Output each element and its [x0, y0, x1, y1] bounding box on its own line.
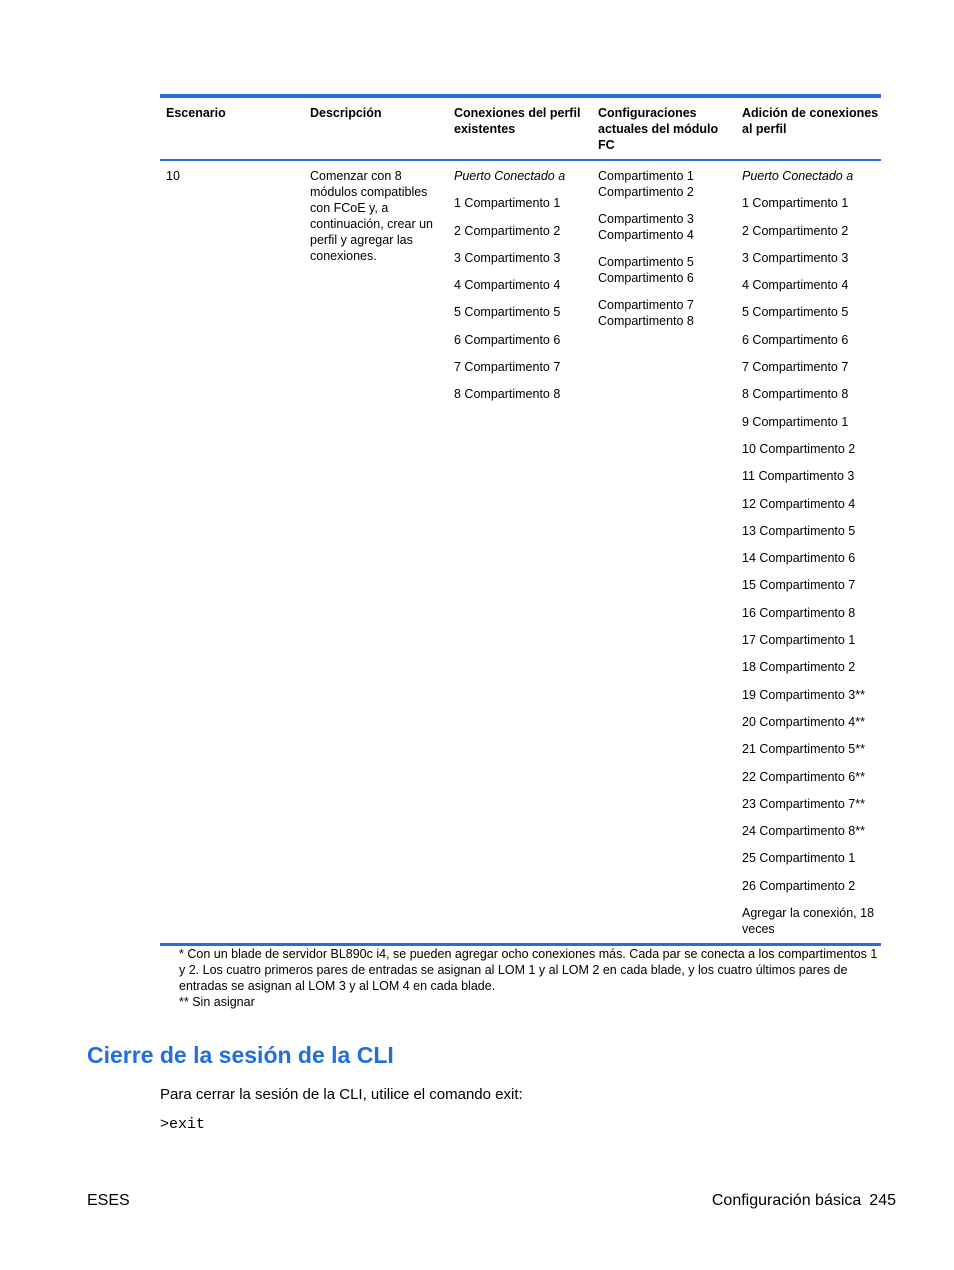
exit-command: >exit — [160, 1116, 206, 1133]
fc-group — [598, 168, 736, 200]
fc-bay: Compartimento 4 — [598, 228, 694, 242]
adding-port-header: Puerto Conectado a — [742, 169, 854, 183]
footnote-double-asterisk: ** Sin asignar — [179, 995, 255, 1009]
fc-configurations-cell — [592, 161, 736, 943]
adding-connection: 22 Compartimento 6** — [742, 769, 865, 784]
adding-connection: 9 Compartimento 1 — [742, 414, 849, 429]
adding-connection: 7 Compartimento 7 — [742, 360, 849, 375]
adding-connection: 14 Compartimento 6 — [742, 551, 856, 566]
adding-connection: 25 Compartimento 1 — [742, 851, 856, 866]
adding-connections-list — [742, 195, 881, 905]
adding-connection: 13 Compartimento 5 — [742, 523, 856, 538]
header-description: Descripción — [310, 106, 382, 120]
adding-connection: 16 Compartimento 8 — [742, 605, 856, 620]
adding-connection: 23 Compartimento 7** — [742, 796, 865, 811]
adding-connection: 15 Compartimento 7 — [742, 578, 856, 593]
fc-bay: Compartimento 5 — [598, 255, 694, 269]
scenario-table — [160, 94, 881, 946]
footer-language-code: ESES — [87, 1192, 130, 1209]
adding-connection: 12 Compartimento 4 — [742, 496, 856, 511]
footer-chapter: Configuración básica — [711, 1192, 862, 1209]
page-number: 245 — [869, 1192, 896, 1209]
existing-connection: 1 Compartimento 1 — [454, 196, 561, 211]
adding-connection: 4 Compartimento 4 — [742, 278, 849, 293]
adding-connection: 17 Compartimento 1 — [742, 633, 856, 648]
adding-connection: 11 Compartimento 3 — [742, 469, 855, 484]
fc-bay: Compartimento 1 — [598, 169, 694, 183]
existing-connection: 5 Compartimento 5 — [454, 305, 561, 320]
table-footnotes — [179, 946, 879, 1010]
adding-connection-summary: Agregar la conexión, 18 veces — [742, 906, 875, 937]
adding-connection: 18 Compartimento 2 — [742, 660, 856, 675]
adding-connection: 26 Compartimento 2 — [742, 878, 856, 893]
scenario-number: 10 — [166, 169, 180, 183]
adding-connection: 24 Compartimento 8** — [742, 824, 865, 839]
adding-connection: 1 Compartimento 1 — [742, 196, 849, 211]
adding-connection: 8 Compartimento 8 — [742, 387, 849, 402]
header-scenario: Escenario — [166, 106, 226, 120]
adding-connections-cell — [736, 161, 881, 943]
existing-connection: 6 Compartimento 6 — [454, 332, 561, 347]
header-fc-configurations: Configuraciones actuales del módulo FC — [598, 106, 719, 152]
fc-group — [598, 211, 736, 243]
adding-connection: 2 Compartimento 2 — [742, 223, 849, 238]
table-row — [160, 161, 881, 943]
table-header-row — [160, 98, 881, 161]
existing-connection: 2 Compartimento 2 — [454, 223, 561, 238]
fc-bay: Compartimento 3 — [598, 212, 694, 226]
adding-connection: 19 Compartimento 3** — [742, 687, 865, 702]
fc-group — [598, 297, 736, 329]
existing-connection: 7 Compartimento 7 — [454, 360, 561, 375]
footer-page-info — [704, 1192, 896, 1210]
header-existing-connections: Conexiones del perfil existentes — [454, 106, 581, 136]
adding-connection: 10 Compartimento 2 — [742, 441, 856, 456]
scenario-description: Comenzar con 8 módulos compatibles con FCoE y, a continuación, crear un perfil y agregar las conexiones. — [310, 169, 433, 263]
fc-bay: Compartimento 2 — [598, 185, 694, 199]
fc-bay: Compartimento 8 — [598, 314, 694, 328]
adding-connection: 5 Compartimento 5 — [742, 305, 849, 320]
footnote-asterisk: * Con un blade de servidor BL890c i4, se pueden agregar ocho conexiones más. Cada par se conecta a los compartimentos 1 y 2. Los cuatro primeros pares de entradas se asignan al LOM 1 y al LOM 2 en cada blade, y los cuatro últimos pares de entradas se asignan al LOM 3 y al LOM 4 en cada blade. — [179, 947, 878, 993]
existing-connections-cell — [448, 161, 592, 943]
existing-port-header: Puerto Conectado a — [454, 169, 566, 183]
adding-connection: 6 Compartimento 6 — [742, 332, 849, 347]
header-adding-connections: Adición de conexiones al perfil — [742, 106, 879, 136]
section-paragraph: Para cerrar la sesión de la CLI, utilice el comando exit: — [160, 1086, 523, 1103]
section-title: Cierre de la sesión de la CLI — [87, 1042, 394, 1068]
fc-bay: Compartimento 7 — [598, 298, 694, 312]
adding-connection: 21 Compartimento 5** — [742, 742, 865, 757]
existing-connection: 8 Compartimento 8 — [454, 387, 561, 402]
adding-connection: 3 Compartimento 3 — [742, 250, 849, 265]
fc-group — [598, 254, 736, 286]
fc-bay: Compartimento 6 — [598, 271, 694, 285]
adding-connection: 20 Compartimento 4** — [742, 714, 865, 729]
existing-connection: 3 Compartimento 3 — [454, 250, 561, 265]
existing-connection: 4 Compartimento 4 — [454, 278, 561, 293]
